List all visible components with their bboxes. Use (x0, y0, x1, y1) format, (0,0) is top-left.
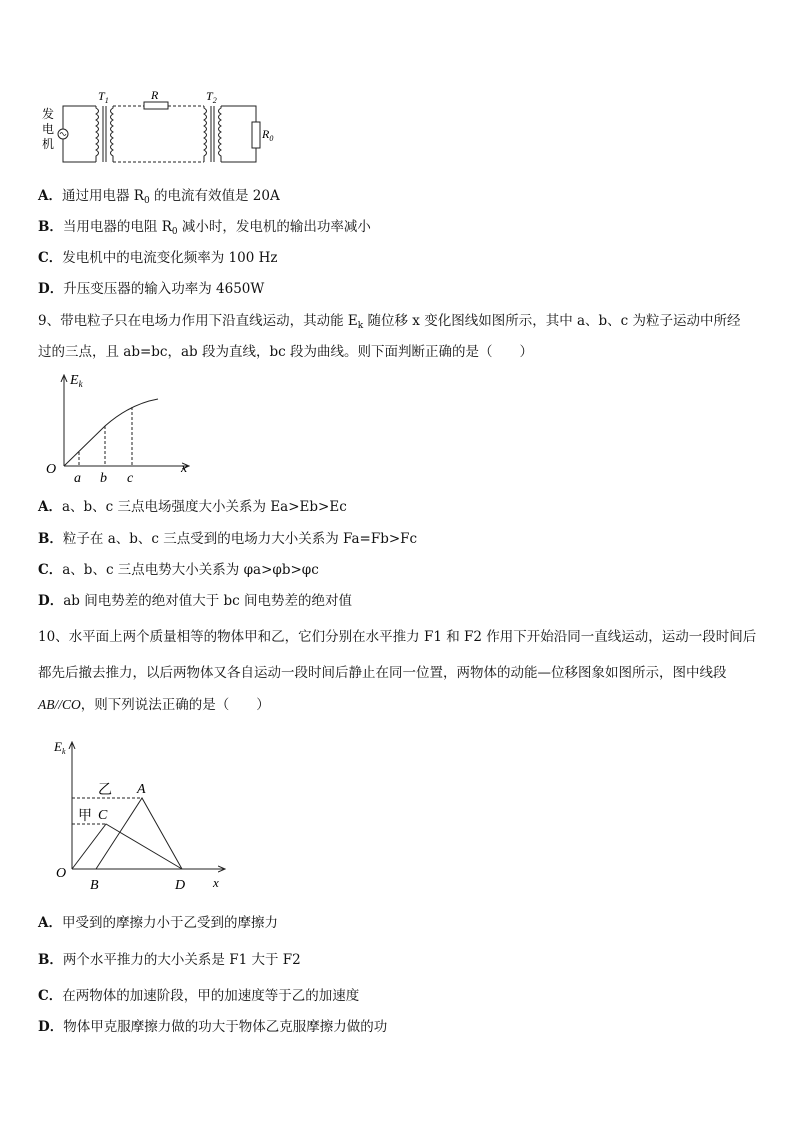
t2-primary-coil (204, 106, 207, 162)
generator-label-1: 发 (42, 107, 55, 121)
q8-option-d[interactable]: D．升压变压器的输入功率为 4650W (38, 281, 265, 297)
q10-option-c[interactable]: C．在两物体的加速阶段，甲的加速度等于乙的加速度 (38, 988, 360, 1004)
q9-x-label: x (181, 461, 188, 476)
t1-label: $T_1$ (98, 89, 109, 105)
q8-option-b[interactable]: B．当用电器的电阻 $R_0$ 减小时，发电机的输出功率减小 (38, 219, 371, 237)
q10-number: 10、 (38, 629, 69, 645)
t1-secondary-coil (111, 106, 114, 162)
t2-label: $T_2$ (206, 89, 217, 105)
q9-number: 9、 (38, 313, 61, 329)
q10-x-label: x (213, 875, 219, 890)
q10-stem-line-1: 10、水平面上两个质量相等的物体甲和乙，它们分别在水平推力 F1 和 F2 作用下开始沿同一直线运动，运动一段时间后 (38, 629, 757, 645)
q10-option-a[interactable]: A．甲受到的摩擦力小于乙受到的摩擦力 (38, 915, 278, 931)
q10-point-d: D (175, 878, 186, 893)
q10-stem-line-3: AB//CO，则下列说法正确的是（ ） (38, 697, 270, 713)
q9-ek-x-graph (40, 368, 200, 488)
q9-point-a: a (74, 471, 81, 486)
q9-option-b[interactable]: B．粒子在 a、b、c 三点受到的电场力大小关系为 Fa=Fb>Fc (38, 531, 418, 547)
q10-point-c: C (98, 808, 108, 823)
q10-origin-label: O (56, 866, 67, 881)
load-resistor-r0 (252, 122, 260, 148)
q10-option-d[interactable]: D．物体甲克服摩擦力做的功大于物体乙克服摩擦力做的功 (38, 1019, 388, 1035)
q10-ek-x-graph (48, 735, 238, 895)
q9-origin-label: O (46, 462, 57, 477)
q10-label-yi: 乙 (98, 783, 112, 798)
generator-label-3: 机 (42, 137, 55, 151)
q10-line-jia (72, 824, 182, 869)
q10-y-label: $E_k$ (54, 739, 66, 756)
generator-label-2: 电 (42, 122, 55, 136)
q9-point-c: c (127, 471, 134, 486)
q9-option-c[interactable]: C．a、b、c 三点电势大小关系为 φa>φb>φc (38, 562, 319, 578)
q9-option-d[interactable]: D．ab 间电势差的绝对值大于 bc 间电势差的绝对值 (38, 593, 352, 609)
q10-stem-line-2: 都先后撤去推力，以后两物体又各自运动一段时间后静止在同一位置，两物体的动能—位移图象如图所示，图中线段 (38, 665, 727, 681)
q8-option-c[interactable]: C．发电机中的电流变化频率为 100 Hz (38, 250, 278, 266)
q9-option-a[interactable]: A．a、b、c 三点电场强度大小关系为 Ea>Eb>Ec (38, 499, 347, 515)
q10-point-a: A (137, 782, 146, 797)
q10-point-b: B (90, 878, 99, 893)
q9-ek-curve (64, 399, 158, 466)
q9-point-b: b (100, 471, 107, 486)
q10-label-jia: 甲 (78, 809, 92, 824)
r-label: R (151, 88, 159, 102)
q10-option-b[interactable]: B．两个水平推力的大小关系是 F1 大于 F2 (38, 952, 301, 968)
r0-label: $R_0$ (262, 127, 274, 143)
q9-y-label: $E_k$ (70, 373, 83, 389)
t1-primary-coil (96, 106, 99, 162)
q9-stem-line-1: 9、带电粒子只在电场力作用下沿直线运动，其动能 $E_k$ 随位移 x 变化图线如图所示，其中 a、b、c 为粒子运动中所经 (38, 313, 741, 331)
line-resistor-r (144, 102, 168, 109)
q9-stem-line-2: 过的三点，且 ab=bc，ab 段为直线，bc 段为曲线。则下面判断正确的是（ ） (38, 344, 533, 360)
q8-option-a[interactable]: A．通过用电器 $R_0$ 的电流有效值是 20A (38, 188, 280, 206)
transformer-circuit-figure (36, 86, 276, 166)
q10-line-yi (96, 798, 182, 869)
t2-secondary-coil (219, 106, 222, 162)
